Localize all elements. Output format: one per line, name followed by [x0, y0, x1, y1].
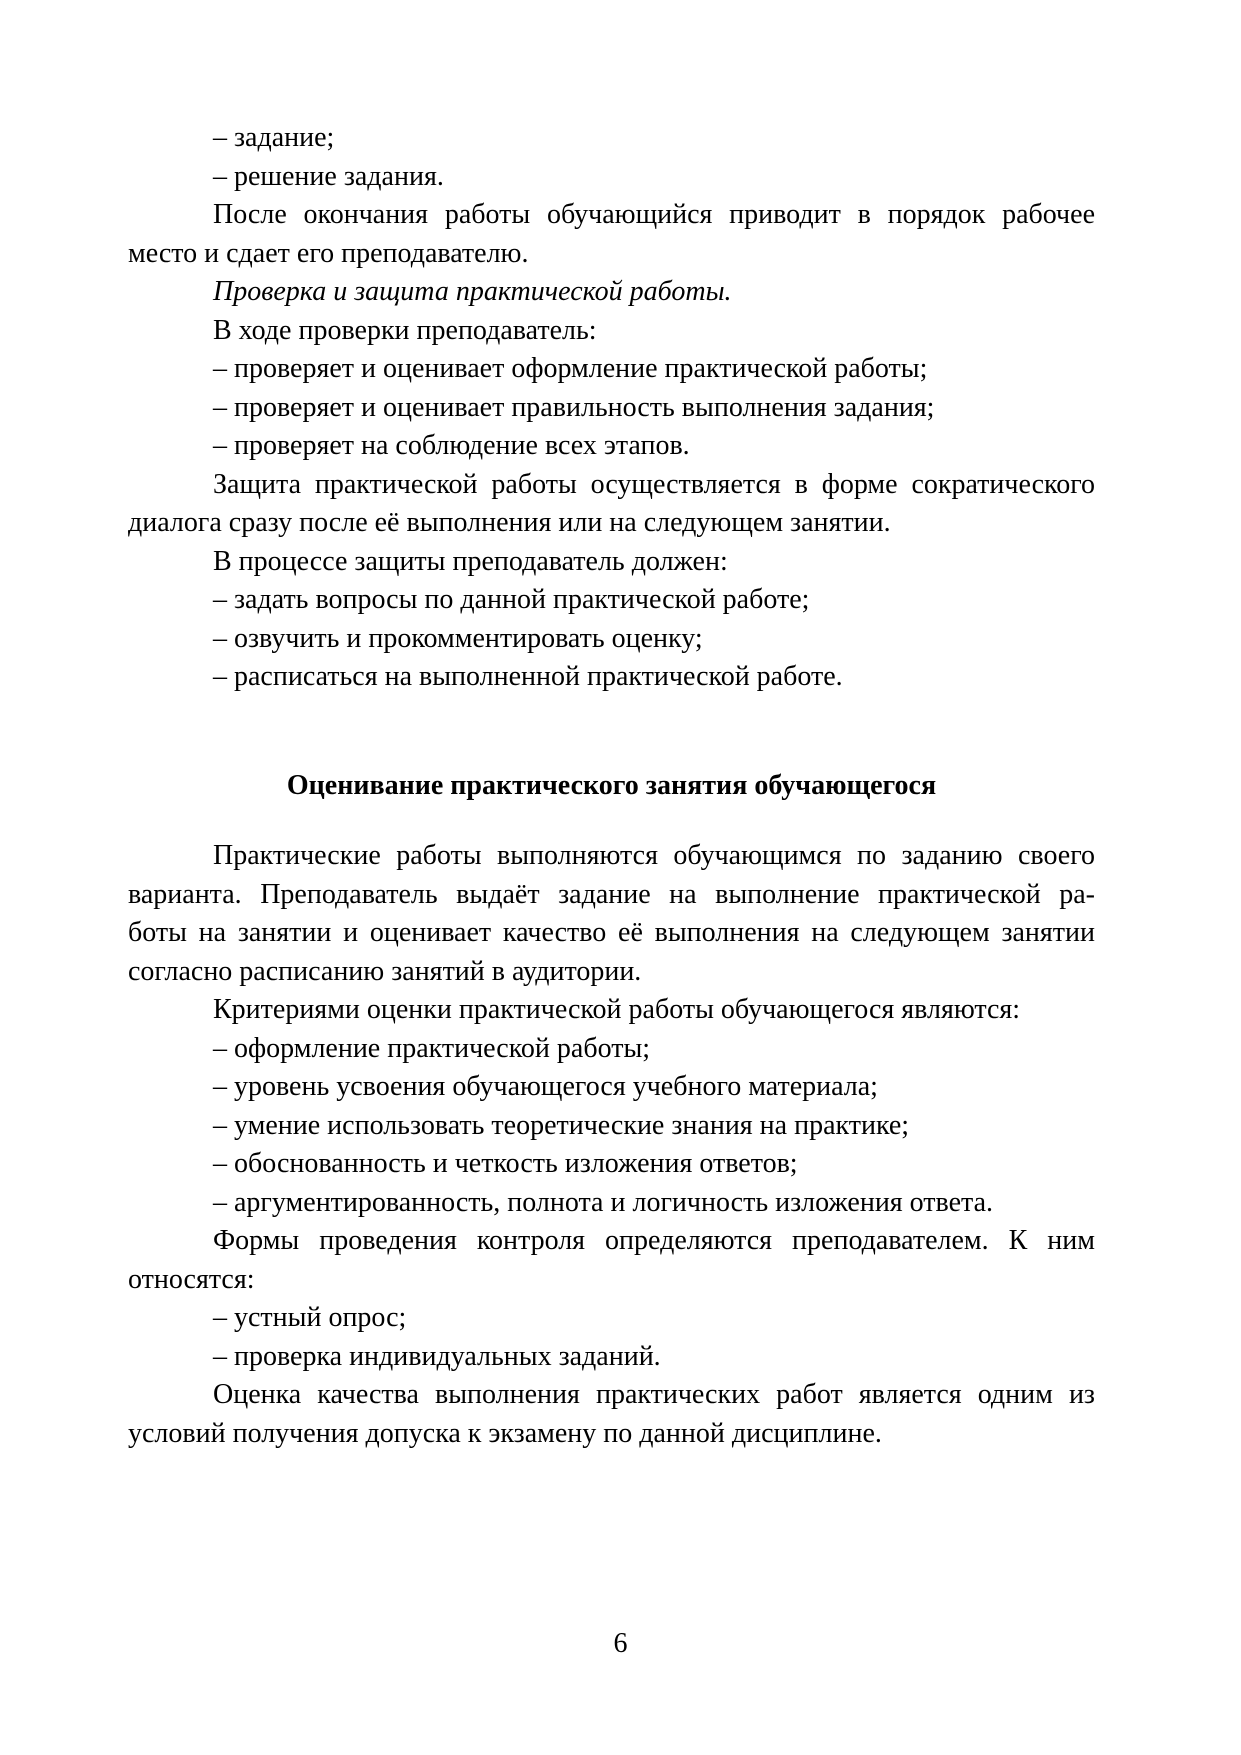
section-heading: Оценивание практического занятия обучающегося — [286, 770, 937, 801]
text-line: – задать вопросы по данной практической работе; — [213, 584, 810, 615]
text-line: В ходе проверки преподаватель: — [213, 314, 597, 346]
text-line: Защита практической работы осуществляется в форме сократического — [213, 468, 1095, 500]
text-line: Критериями оценки практической работы обучающегося являются: — [213, 994, 1021, 1025]
text-line: После окончания работы обучающийся приводит в порядок рабочее — [213, 199, 1095, 230]
text-line: – проверяет и оценивает оформление практической работы; — [213, 353, 928, 384]
text-line-italic: Проверка и защита практической работы. — [213, 276, 732, 307]
text-line: – задание; — [213, 122, 335, 153]
text-line: – оформление практической работы; — [213, 1032, 651, 1064]
page-number: 6 — [613, 1628, 628, 1659]
text-line: Практические работы выполняются обучающимся по заданию своего — [213, 840, 1095, 871]
text-line: – обоснованность и четкость изложения ответов; — [213, 1148, 798, 1179]
text-line: боты на занятии и оценивает качество её выполнения на следующем занятии — [128, 917, 1095, 948]
text-line: – озвучить и прокомментировать оценку; — [213, 622, 703, 654]
text-line: – проверяет и оценивает правильность выполнения задания; — [213, 391, 935, 423]
text-line: – уровень усвоения обучающегося учебного материала; — [213, 1071, 878, 1102]
text-line: – расписаться на выполненной практической работе. — [213, 661, 843, 692]
text-line: – проверяет на соблюдение всех этапов. — [213, 430, 690, 461]
text-line: – решение задания. — [213, 160, 444, 192]
text-line: согласно расписанию занятий в аудитории. — [128, 955, 642, 987]
text-line: – умение использовать теоретические знания на практике; — [213, 1109, 910, 1141]
text-line: Формы проведения контроля определяются преподавателем. К ним — [213, 1225, 1095, 1256]
section-procedure-text — [128, 119, 1095, 697]
text-line: диалога сразу после её выполнения или на следующем занятии. — [128, 507, 891, 538]
text-line: – устный опрос; — [213, 1302, 407, 1333]
text-line: относятся: — [128, 1263, 255, 1295]
text-line: Оценка качества выполнения практических работ является одним из — [213, 1379, 1095, 1410]
text-line: место и сдает его преподавателю. — [128, 237, 529, 269]
text-line: – проверка индивидуальных заданий. — [213, 1340, 661, 1372]
text-line: – аргументированность, полнота и логичность изложения ответа. — [213, 1186, 994, 1218]
text-line: варианта. Преподаватель выдаёт задание на выполнение практической ра- — [128, 878, 1095, 910]
text-line: В процессе защиты преподаватель должен: — [213, 545, 728, 577]
text-line: условий получения допуска к экзамену по данной дисциплине. — [128, 1417, 882, 1449]
section-assessment-text — [128, 837, 1095, 1453]
